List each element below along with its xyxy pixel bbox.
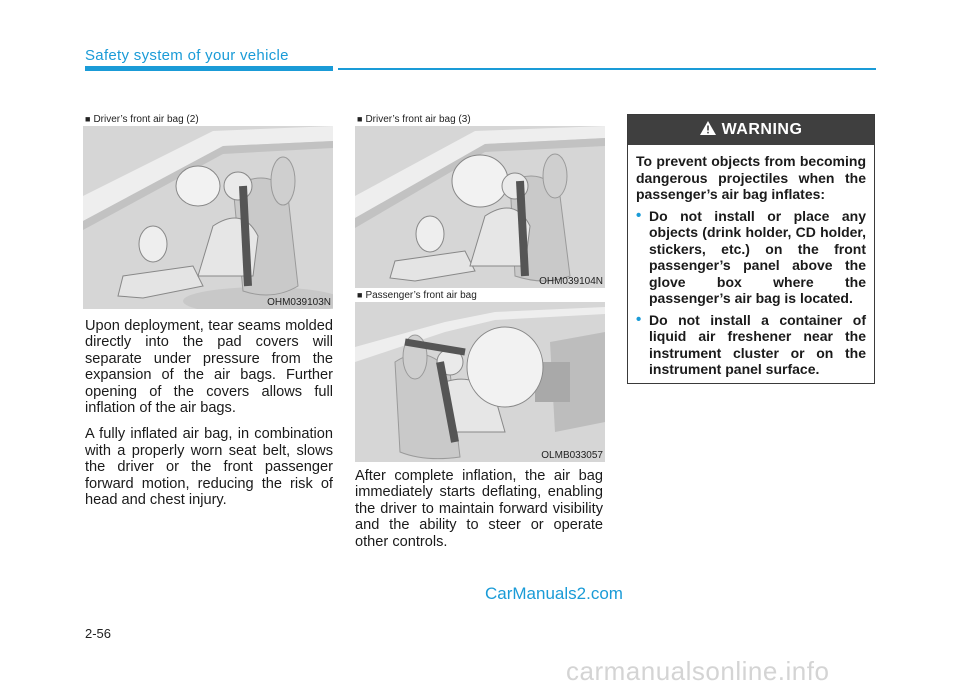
warning-title: WARNING: [721, 121, 803, 138]
figure-code-2: OHM039104N: [539, 276, 603, 287]
warning-body: [628, 145, 874, 378]
paragraph: Upon deployment, tear seams molded directly into the pad covers will separate under pressure from the expansion of the air bags. Further opening of the covers allows full inflation of the air bags.: [85, 318, 333, 417]
figure-code-1: OHM039103N: [267, 297, 331, 308]
figure-driver-airbag-2: [83, 126, 333, 309]
warning-header: [628, 115, 874, 145]
watermark-carmanualsonline: carmanualsonline.info: [566, 656, 830, 686]
header-rule-thin: [338, 68, 876, 70]
figure-caption-passenger-airbag: ■ Passenger’s front air bag: [357, 290, 477, 301]
middle-column-text: [355, 468, 603, 560]
warning-item: • Do not install a container of liquid air freshener near the instrument cluster or on the instrument panel surface.: [636, 310, 866, 377]
page-number: 2-56: [85, 626, 112, 641]
paragraph: A fully inflated air bag, in combination with a properly worn seat belt, slows the driver or the front passenger forward motion, reducing the risk of head and chest injury.: [85, 426, 333, 509]
warning-box: [627, 114, 875, 384]
bullet-icon: •: [636, 206, 642, 224]
figure-caption-driver-airbag-3: ■ Driver’s front air bag (3): [357, 114, 471, 125]
left-column-text: [85, 318, 333, 518]
figure-caption-driver-airbag-2: ■ Driver’s front air bag (2): [85, 114, 199, 125]
watermark-carmanuals2[interactable]: CarManuals2.com: [485, 584, 623, 603]
warning-list: [636, 208, 866, 378]
paragraph: After complete inflation, the air bag immediately starts deflating, enabling the driver to maintain forward visibility and the ability to steer or operate other controls.: [355, 468, 603, 550]
warning-item: • Do not install or place any objects (drink holder, CD holder, stickers, etc.) on the front passenger’s panel above the glove box where the passenger’s air bag is located.: [636, 206, 866, 306]
figure-code-3: OLMB033057: [541, 450, 603, 461]
warning-intro: To prevent objects from becoming dangerous projectiles when the passenger’s air bag inflates:: [636, 153, 866, 202]
warning-triangle-icon: [700, 121, 716, 140]
section-title: Safety system of your vehicle: [85, 47, 289, 64]
figure-passenger-airbag: [355, 302, 605, 462]
figure-driver-airbag-3: [355, 126, 605, 288]
header-rule-thick: [85, 66, 333, 71]
bullet-icon: •: [636, 310, 642, 328]
